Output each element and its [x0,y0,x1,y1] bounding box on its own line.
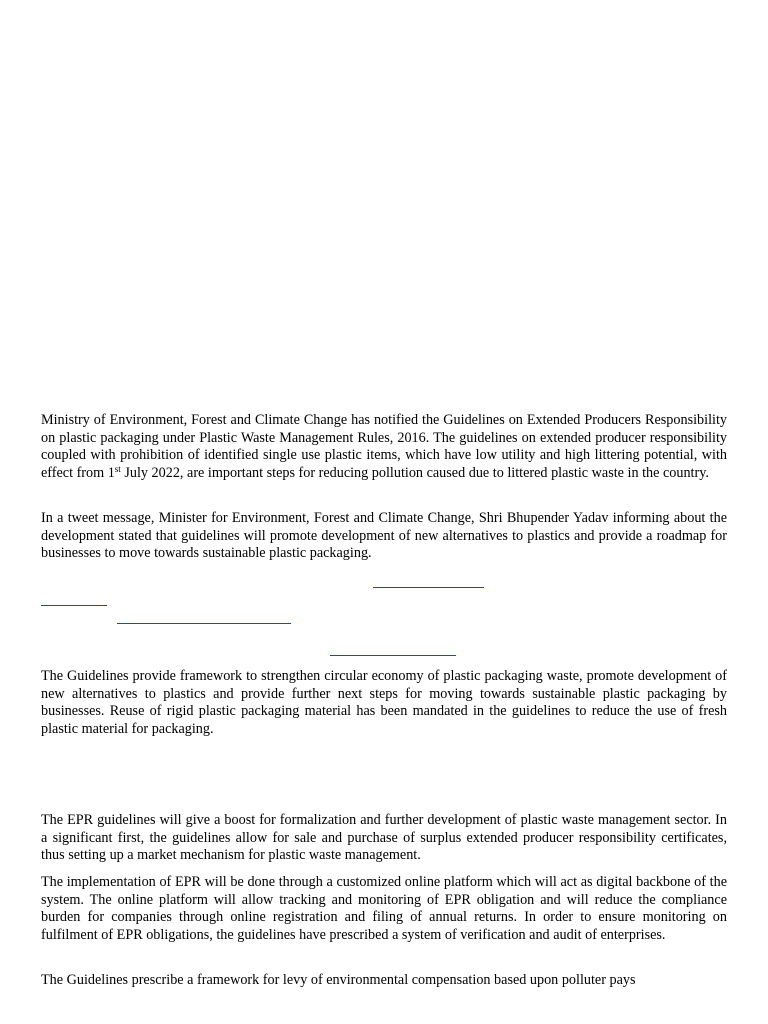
tweet-link-underline[interactable] [373,587,484,588]
paragraph-text: The implementation of EPR will be done through a customized online platform which will act as digital backbone of the system. The online platform will allow tracking and monitoring of EPR obligation and will reduce the compliance burden for companies through online registration and filing of annual returns. In order to ensure monitoring on fulfilment of EPR obligations, the guidelines have prescribed a system of verification and audit of enterprises. [41,874,727,943]
paragraph-environmental-compensation [41,972,727,990]
paragraph-text: Ministry of Environment, Forest and Climate Change has notified the Guidelines on Extended Producers Responsibility on plastic packaging under Plastic Waste Management Rules, 2016. The guidelines on extended producer responsibility coupled with prohibition of identified single use plastic items, which have low utility and high littering potential, with effect from 1 [41,412,727,481]
paragraph-epr-notification [41,412,727,482]
paragraph-epr-boost [41,812,727,865]
paragraph-text: The Guidelines provide framework to strengthen circular economy of plastic packaging waste, promote development of new alternatives to plastics and provide further next steps for moving towards sustainable plastic packaging by businesses. Reuse of rigid plastic packaging material has been mandated in the guidelines to reduce the use of fresh plastic material for packaging. [41,668,727,737]
paragraph-text-continued: July 2022, are important steps for reducing pollution caused due to littered plastic waste in the country. [120,464,709,481]
paragraph-text: In a tweet message, Minister for Environment, Forest and Climate Change, Shri Bhupender Yadav informing about the development stated that guidelines will promote development of new alternatives to plastics and provide a roadmap for businesses to move towards sustainable plastic packaging. [41,510,727,561]
tweet-link-underline[interactable] [41,605,107,606]
tweet-link-underline[interactable] [330,655,456,656]
paragraph-minister-tweet [41,510,727,563]
paragraph-guidelines-framework [41,668,727,738]
paragraph-text: The EPR guidelines will give a boost for formalization and further development of plastic waste management sector. In a significant first, the guidelines allow for sale and purchase of surplus extended producer responsibility certificates, thus setting up a market mechanism for plastic waste management. [41,812,727,863]
ordinal-superscript: st [114,463,121,474]
paragraph-online-platform [41,874,727,944]
tweet-link-underline[interactable] [117,623,291,624]
paragraph-text: The Guidelines prescribe a framework for levy of environmental compensation based upon polluter pays [41,972,636,988]
